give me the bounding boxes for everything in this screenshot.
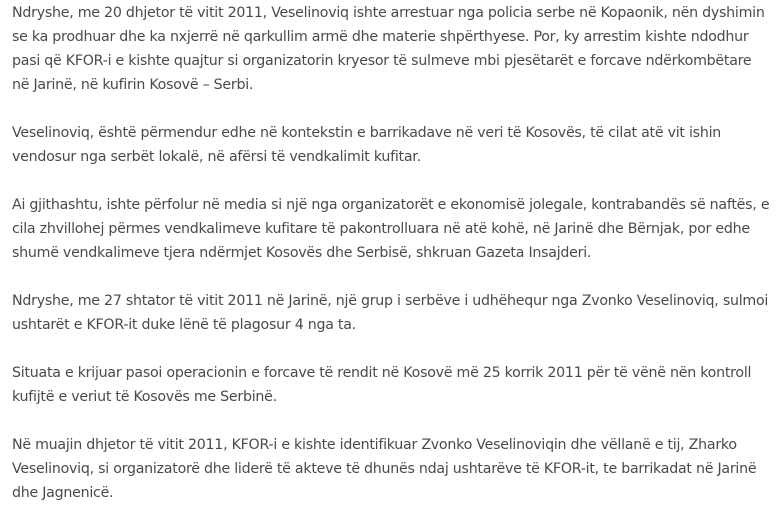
article-paragraph: Situata e krijuar pasoi operacionin e forcave të rendit në Kosovë më 25 korrik 2011 për të vënë nën kontroll kufijtë e veriut të Kosovës me Serbinë. xyxy=(12,365,752,405)
article-paragraph: Ndryshe, me 20 dhjetor të vitit 2011, Veselinoviq ishte arrestuar nga policia serbe në Kopaonik, nën dyshimin se ka prodhuar dhe ka nxjerrë në qarkullim armë dhe materie shpërthyese. Por, ky arrestim kishte ndodhur pasi që KFOR-i e kishte quajtur si organizatorin kryesor të sulmeve mbi pjesëtarët e forcave ndërkombëtare në Jarinë, në kufirin Kosovë – Serbi. xyxy=(12,5,765,93)
article-paragraph: Veselinoviq, është përmendur edhe në kontekstin e barrikadave në veri të Kosovës, të cilat atë vit ishin vendosur nga serbët lokalë, në afërsi të vendkalimit kufitar. xyxy=(12,125,721,165)
article-paragraph: Në muajin dhjetor të vitit 2011, KFOR-i e kishte identifikuar Zvonko Veselinoviqin dhe vëllanë e tij, Zharko Veselinoviq, si organizatorë dhe liderë të akteve të dhunës ndaj ushtarëve të KFOR-it, te barrikadat në Jarinë dhe Jagnenicë. xyxy=(12,437,757,501)
article-paragraph: Ai gjithashtu, ishte përfolur në media si një nga organizatorët e ekonomisë jolegale, kontrabandës së naftës, e cila zhvillohej përmes vendkalimeve kufitare të pakontrolluara në atë kohë, në Jarinë dhe Bërnjak, por edhe shumë vendkalimeve tjera ndërmjet Kosovës dhe Serbisë, shkruan Gazeta Insajderi. xyxy=(12,197,770,261)
article-body xyxy=(12,1,772,505)
article-paragraph: Ndryshe, me 27 shtator të vitit 2011 në Jarinë, një grup i serbëve i udhëhequr nga Zvonko Veselinoviq, sulmoi ushtarët e KFOR-it duke lënë të plagosur 4 nga ta. xyxy=(12,293,769,333)
